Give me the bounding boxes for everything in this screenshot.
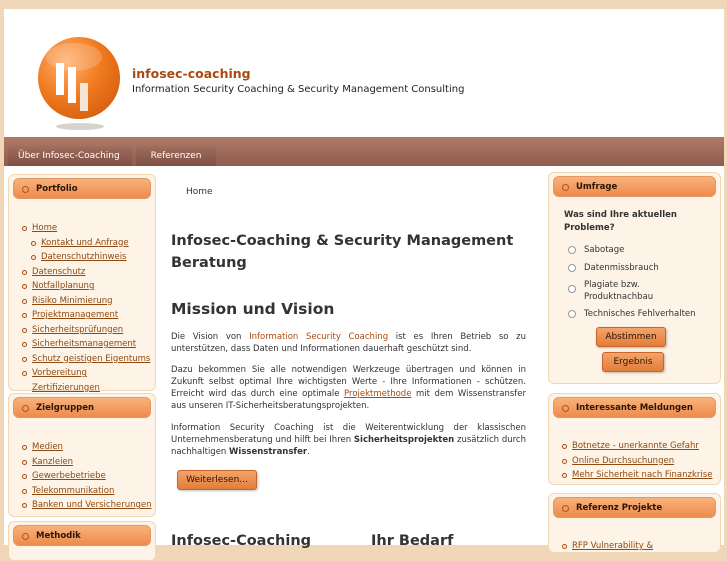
paragraph-coaching [171,422,526,458]
projektmethode-link[interactable]: Projektmethode [344,389,412,399]
circle-bullet-icon [562,184,569,191]
referenz-link[interactable]: RFP Vulnerability & [572,541,654,551]
menu-link[interactable]: Projektmanagement [32,310,119,320]
circle-bullet-icon [22,270,27,275]
portfolio-title-label: Portfolio [36,184,78,194]
circle-bullet-icon [562,544,567,549]
zielgruppen-title-label: Zielgruppen [36,403,95,413]
menu-link[interactable]: Sicherheitsmanagement [32,339,137,349]
menu-item-datenschutzhinweis[interactable] [22,250,155,265]
radio-button[interactable] [568,285,576,293]
site-title[interactable]: infosec-coaching [132,66,251,81]
menu-link[interactable]: Medien [32,442,63,452]
text: Die Vision von [171,332,250,342]
option-label: Plagiate bzw. Produktnachbau [584,280,654,302]
circle-bullet-icon [31,241,36,246]
menu-item-gewerbebetriebe[interactable] [22,469,151,484]
logo-bar [80,83,88,111]
menu-link[interactable]: Home [32,223,58,233]
survey-question: Was sind Ihre aktuellen Probleme? [564,210,677,233]
circle-bullet-icon [22,405,29,412]
menu-item-datenschutz[interactable] [22,265,155,280]
circle-bullet-icon [22,371,27,376]
bold-text: Wissenstransfer [229,447,308,457]
umfrage-title [553,176,716,197]
circle-bullet-icon [22,460,27,465]
circle-bullet-icon [22,503,27,508]
menu-link[interactable]: Gewerbebetriebe [32,471,106,481]
circle-bullet-icon [31,255,36,260]
text: Information Security Coaching ist die Weiterentwicklung der klassischen Unternehmensberatung und hilft bei Ihren [171,423,526,445]
header [4,9,724,137]
section-heading: Ihr Bedarf [371,533,454,549]
circle-bullet-icon [562,473,567,478]
menu-link[interactable]: Datenschutz [32,266,86,277]
logo-bar [56,63,64,95]
methodik-title-label: Methodik [36,531,81,541]
logo [38,37,120,119]
menu-item-schutz[interactable] [22,352,155,367]
meldungen-menu [562,439,712,483]
bold-text: Sicherheitsprojekten [353,435,455,445]
news-link[interactable]: Online Durchsuchungen [572,455,675,466]
mission-heading: Mission und Vision [171,300,335,318]
menu-link[interactable]: Datenschutzhinweis [41,252,127,262]
menu-item-kanzleien[interactable] [22,455,151,470]
circle-bullet-icon [22,357,27,362]
zielgruppen-menu [22,440,151,513]
menu-item-notfallplanung[interactable] [22,279,155,294]
option-label: Technisches Fehlverhalten [584,309,696,319]
abstimmen-button[interactable]: Abstimmen [596,327,666,347]
text: ist es Ihren Betrieb so zu unterstützen, dass Daten und Informationen dauerhaft geschützt sind. [171,332,527,354]
circle-bullet-icon [22,445,27,450]
text: zusätzlich durch nachhaltigen [171,435,526,457]
ergebnis-button[interactable]: Ergebnis [602,352,664,372]
text: . [307,447,310,457]
referenz-box [548,493,721,553]
circle-bullet-icon [22,299,27,304]
menu-link[interactable]: Notfallplanung [32,281,95,291]
news-item[interactable] [562,439,712,454]
circle-bullet-icon [562,405,569,412]
meldungen-title-label: Interessante Meldungen [576,403,693,413]
menu-link[interactable]: Banken und Versicherungen [32,500,152,510]
menu-item-banken[interactable] [22,498,151,513]
menu-item-projektmanagement[interactable] [22,308,155,323]
news-item[interactable] [562,468,712,483]
menu-item-medien[interactable] [22,440,151,455]
menu-item-telekommunikation[interactable] [22,484,151,499]
circle-bullet-icon [22,328,27,333]
news-link[interactable]: Botnetze - unerkannte Gefahr [572,441,699,451]
site-subtitle: Information Security Coaching & Security Management Consulting [132,84,465,95]
option-label: Datenmissbrauch [584,263,659,273]
circle-bullet-icon [22,313,27,318]
zielgruppen-box [8,393,156,517]
portfolio-box [8,174,156,391]
portfolio-menu [22,221,155,393]
text: Dazu bekommen Sie alle notwendigen Werkzeuge übertragen und können in Zukunft selbst optimal Ihre wichtigsten Werte - Ihre Informationen - schützen. Erreicht wird das durch eine optimale [171,365,526,399]
menu-item-home[interactable] [22,221,155,236]
meldungen-title [553,397,716,418]
logo-bar [68,67,76,103]
menu-item-sicherheitspruefungen[interactable] [22,323,155,338]
radio-button[interactable] [568,246,576,254]
news-link[interactable]: Mehr Sicherheit nach Finanzkrise [572,470,713,480]
menu-link[interactable]: Schutz geistigen Eigentums [32,353,151,364]
menu-link[interactable]: Kanzleien [32,456,74,467]
breadcrumb[interactable]: Home [186,187,213,197]
menu-link[interactable]: Risiko Minimierung [32,295,113,306]
menu-link[interactable]: Telekommunikation [32,485,115,496]
methodik-title [13,525,151,546]
text: mit dem Wissenstransfer aus unseren IT-Sicherheitsberatungsprojekten. [171,389,526,411]
circle-bullet-icon [22,474,27,479]
radio-button[interactable] [568,310,576,318]
vision-highlight: Information Security Coaching [249,332,389,342]
referenz-title [553,497,716,518]
zielgruppen-title [13,397,151,418]
page-title: Infosec-Coaching & Security Management Beratung [171,233,514,271]
circle-bullet-icon [562,505,569,512]
option-label: Sabotage [584,245,625,255]
circle-bullet-icon [22,533,29,540]
methodik-box [8,521,156,561]
section-heading: Infosec-Coaching [171,533,312,549]
circle-bullet-icon [22,226,27,231]
menu-item-risiko[interactable] [22,294,155,309]
referenz-item[interactable] [562,539,653,554]
menu-link[interactable]: Kontakt und Anfrage [41,237,129,248]
circle-bullet-icon [22,489,27,494]
menu-link[interactable]: Sicherheitsprüfungen [32,324,124,335]
page [4,9,724,551]
tab-referenzen[interactable]: Referenzen [136,146,216,166]
circle-bullet-icon [562,459,567,464]
paragraph-vision [171,331,526,355]
portfolio-title [13,178,151,199]
paragraph-tools [171,364,526,412]
weiterlesen-button[interactable]: Weiterlesen... [177,470,257,490]
circle-bullet-icon [22,186,29,193]
circle-bullet-icon [22,284,27,289]
menu-item-kontakt[interactable] [22,236,155,251]
umfrage-title-label: Umfrage [576,182,618,192]
meldungen-box [548,393,721,485]
circle-bullet-icon [562,444,567,449]
menu-item-sicherheitsmanagement[interactable] [22,337,155,352]
tab-ueber-infosec-coaching[interactable]: Über Infosec-Coaching [8,146,132,166]
logo-shadow [56,123,104,130]
news-item[interactable] [562,454,712,469]
referenz-title-label: Referenz Projekte [576,503,663,513]
menu-link[interactable]: Vorbereitung Zertifizierungen [32,368,100,393]
radio-button[interactable] [568,264,576,272]
menu-item-zertifizierungen[interactable] [22,366,155,393]
circle-bullet-icon [22,342,27,347]
referenz-menu [562,539,653,554]
